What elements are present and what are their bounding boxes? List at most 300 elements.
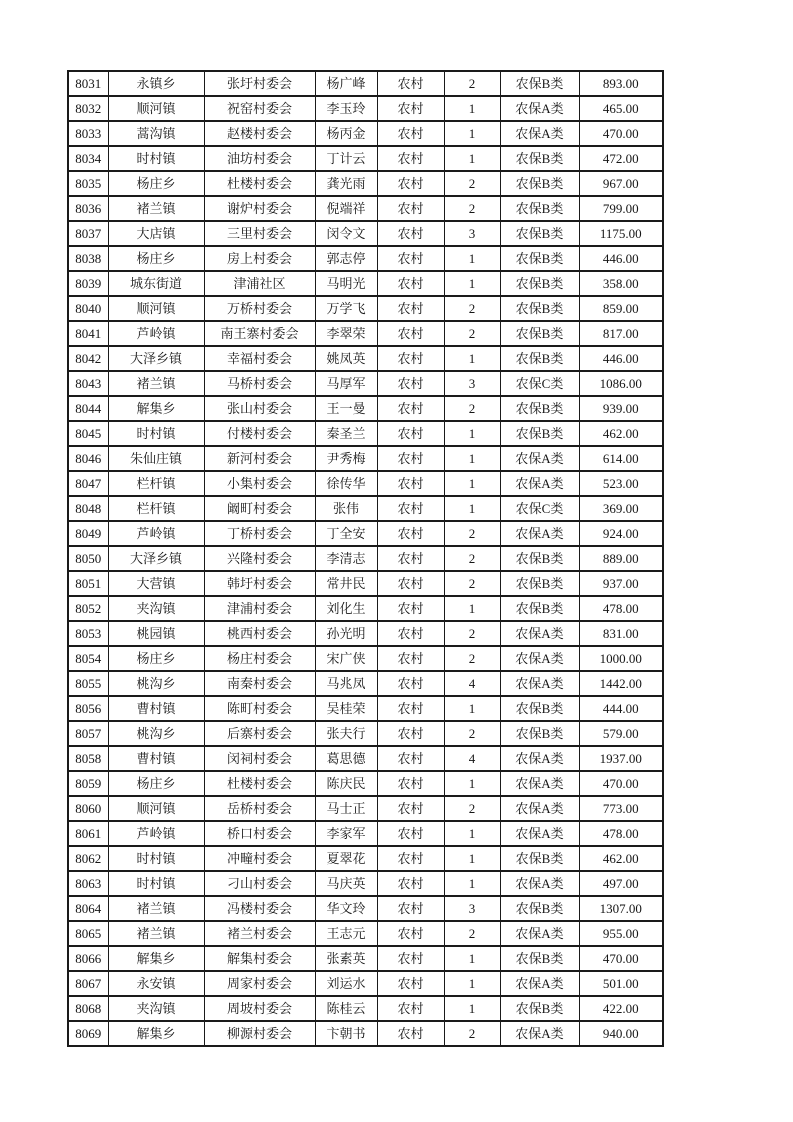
cell-person-name: 郭志停	[315, 246, 377, 271]
table-row	[68, 871, 663, 896]
cell-person-count: 1	[444, 871, 500, 896]
table-row	[68, 246, 663, 271]
cell-village-committee: 褚兰村委会	[204, 921, 315, 946]
cell-village-committee: 幸福村委会	[204, 346, 315, 371]
cell-record-id: 8062	[68, 846, 108, 871]
cell-person-name: 杨丙金	[315, 121, 377, 146]
cell-town: 顺河镇	[108, 296, 204, 321]
cell-town: 永镇乡	[108, 71, 204, 96]
cell-person-count: 2	[444, 71, 500, 96]
cell-person-name: 孙光明	[315, 621, 377, 646]
cell-insurance-category: 农保A类	[500, 746, 579, 771]
cell-town: 大泽乡镇	[108, 346, 204, 371]
table-row	[68, 846, 663, 871]
cell-town: 时村镇	[108, 146, 204, 171]
cell-town: 芦岭镇	[108, 521, 204, 546]
cell-insurance-category: 农保A类	[500, 771, 579, 796]
records-table	[67, 70, 664, 1047]
cell-residence-type: 农村	[377, 246, 444, 271]
cell-person-name: 姚凤英	[315, 346, 377, 371]
cell-residence-type: 农村	[377, 396, 444, 421]
cell-record-id: 8054	[68, 646, 108, 671]
cell-amount: 937.00	[579, 571, 663, 596]
cell-town: 顺河镇	[108, 96, 204, 121]
table-row	[68, 696, 663, 721]
cell-insurance-category: 农保A类	[500, 121, 579, 146]
cell-village-committee: 桥口村委会	[204, 821, 315, 846]
cell-record-id: 8031	[68, 71, 108, 96]
cell-amount: 444.00	[579, 696, 663, 721]
cell-record-id: 8067	[68, 971, 108, 996]
table-row	[68, 796, 663, 821]
cell-residence-type: 农村	[377, 546, 444, 571]
table-row	[68, 971, 663, 996]
cell-insurance-category: 农保B类	[500, 596, 579, 621]
cell-person-name: 马兆凤	[315, 671, 377, 696]
cell-record-id: 8042	[68, 346, 108, 371]
cell-town: 杨庄乡	[108, 171, 204, 196]
cell-record-id: 8038	[68, 246, 108, 271]
table-row	[68, 896, 663, 921]
cell-insurance-category: 农保A类	[500, 621, 579, 646]
cell-insurance-category: 农保A类	[500, 871, 579, 896]
cell-person-count: 2	[444, 396, 500, 421]
cell-town: 时村镇	[108, 846, 204, 871]
cell-person-count: 2	[444, 1021, 500, 1046]
cell-village-committee: 冯楼村委会	[204, 896, 315, 921]
cell-record-id: 8055	[68, 671, 108, 696]
cell-amount: 955.00	[579, 921, 663, 946]
cell-person-count: 1	[444, 496, 500, 521]
cell-village-committee: 杜楼村委会	[204, 171, 315, 196]
cell-person-count: 1	[444, 146, 500, 171]
cell-village-committee: 冲疃村委会	[204, 846, 315, 871]
cell-village-committee: 房上村委会	[204, 246, 315, 271]
cell-insurance-category: 农保B类	[500, 946, 579, 971]
table-row	[68, 296, 663, 321]
cell-person-name: 李清志	[315, 546, 377, 571]
cell-village-committee: 丁桥村委会	[204, 521, 315, 546]
cell-town: 褚兰镇	[108, 921, 204, 946]
cell-insurance-category: 农保B类	[500, 546, 579, 571]
cell-town: 杨庄乡	[108, 771, 204, 796]
cell-residence-type: 农村	[377, 696, 444, 721]
cell-person-name: 常井民	[315, 571, 377, 596]
cell-person-name: 马厚军	[315, 371, 377, 396]
cell-residence-type: 农村	[377, 821, 444, 846]
cell-record-id: 8069	[68, 1021, 108, 1046]
table-row	[68, 146, 663, 171]
cell-amount: 967.00	[579, 171, 663, 196]
cell-insurance-category: 农保B类	[500, 571, 579, 596]
cell-insurance-category: 农保B类	[500, 396, 579, 421]
cell-village-committee: 阚町村委会	[204, 496, 315, 521]
cell-person-name: 尹秀梅	[315, 446, 377, 471]
cell-person-count: 3	[444, 371, 500, 396]
cell-amount: 940.00	[579, 1021, 663, 1046]
cell-insurance-category: 农保A类	[500, 521, 579, 546]
cell-amount: 523.00	[579, 471, 663, 496]
cell-town: 朱仙庄镇	[108, 446, 204, 471]
table-row	[68, 746, 663, 771]
cell-village-committee: 南王寨村委会	[204, 321, 315, 346]
cell-record-id: 8057	[68, 721, 108, 746]
cell-record-id: 8060	[68, 796, 108, 821]
cell-insurance-category: 农保B类	[500, 246, 579, 271]
cell-person-count: 2	[444, 171, 500, 196]
cell-insurance-category: 农保B类	[500, 71, 579, 96]
cell-town: 蒿沟镇	[108, 121, 204, 146]
cell-person-count: 4	[444, 671, 500, 696]
cell-town: 顺河镇	[108, 796, 204, 821]
cell-person-name: 陈桂云	[315, 996, 377, 1021]
cell-village-committee: 韩圩村委会	[204, 571, 315, 596]
cell-amount: 1086.00	[579, 371, 663, 396]
cell-residence-type: 农村	[377, 121, 444, 146]
cell-amount: 501.00	[579, 971, 663, 996]
table-row	[68, 671, 663, 696]
table-row	[68, 546, 663, 571]
cell-residence-type: 农村	[377, 921, 444, 946]
cell-person-count: 1	[444, 996, 500, 1021]
cell-person-name: 丁计云	[315, 146, 377, 171]
cell-town: 城东街道	[108, 271, 204, 296]
cell-insurance-category: 农保B类	[500, 171, 579, 196]
table-row	[68, 371, 663, 396]
cell-town: 桃沟乡	[108, 721, 204, 746]
cell-record-id: 8050	[68, 546, 108, 571]
cell-village-committee: 陈町村委会	[204, 696, 315, 721]
cell-person-count: 2	[444, 321, 500, 346]
cell-amount: 924.00	[579, 521, 663, 546]
cell-record-id: 8065	[68, 921, 108, 946]
cell-town: 杨庄乡	[108, 646, 204, 671]
cell-amount: 831.00	[579, 621, 663, 646]
cell-residence-type: 农村	[377, 871, 444, 896]
cell-record-id: 8047	[68, 471, 108, 496]
cell-residence-type: 农村	[377, 221, 444, 246]
table-row	[68, 646, 663, 671]
cell-person-name: 夏翠花	[315, 846, 377, 871]
cell-village-committee: 张圩村委会	[204, 71, 315, 96]
cell-residence-type: 农村	[377, 796, 444, 821]
cell-residence-type: 农村	[377, 71, 444, 96]
cell-person-count: 1	[444, 271, 500, 296]
cell-amount: 817.00	[579, 321, 663, 346]
cell-person-name: 刘化生	[315, 596, 377, 621]
cell-amount: 462.00	[579, 846, 663, 871]
cell-residence-type: 农村	[377, 746, 444, 771]
cell-insurance-category: 农保B类	[500, 696, 579, 721]
cell-town: 大营镇	[108, 571, 204, 596]
cell-residence-type: 农村	[377, 771, 444, 796]
table-row	[68, 921, 663, 946]
cell-person-count: 1	[444, 821, 500, 846]
cell-village-committee: 周坡村委会	[204, 996, 315, 1021]
cell-person-count: 1	[444, 846, 500, 871]
cell-insurance-category: 农保A类	[500, 671, 579, 696]
cell-record-id: 8044	[68, 396, 108, 421]
cell-person-count: 1	[444, 346, 500, 371]
cell-person-name: 万学飞	[315, 296, 377, 321]
cell-insurance-category: 农保A类	[500, 646, 579, 671]
cell-insurance-category: 农保B类	[500, 196, 579, 221]
cell-insurance-category: 农保A类	[500, 446, 579, 471]
cell-insurance-category: 农保A类	[500, 96, 579, 121]
cell-village-committee: 万桥村委会	[204, 296, 315, 321]
table-row	[68, 496, 663, 521]
cell-person-name: 张夫行	[315, 721, 377, 746]
cell-record-id: 8049	[68, 521, 108, 546]
cell-person-count: 1	[444, 421, 500, 446]
cell-person-count: 3	[444, 221, 500, 246]
cell-town: 芦岭镇	[108, 821, 204, 846]
cell-town: 褚兰镇	[108, 196, 204, 221]
cell-village-committee: 谢炉村委会	[204, 196, 315, 221]
cell-insurance-category: 农保C类	[500, 371, 579, 396]
cell-amount: 1937.00	[579, 746, 663, 771]
cell-record-id: 8043	[68, 371, 108, 396]
cell-insurance-category: 农保B类	[500, 721, 579, 746]
cell-town: 时村镇	[108, 871, 204, 896]
cell-insurance-category: 农保B类	[500, 296, 579, 321]
cell-village-committee: 周家村委会	[204, 971, 315, 996]
cell-amount: 859.00	[579, 296, 663, 321]
cell-amount: 369.00	[579, 496, 663, 521]
cell-amount: 497.00	[579, 871, 663, 896]
cell-residence-type: 农村	[377, 846, 444, 871]
cell-record-id: 8066	[68, 946, 108, 971]
cell-person-count: 2	[444, 621, 500, 646]
cell-residence-type: 农村	[377, 596, 444, 621]
cell-record-id: 8063	[68, 871, 108, 896]
cell-person-count: 2	[444, 646, 500, 671]
cell-amount: 470.00	[579, 946, 663, 971]
cell-insurance-category: 农保B类	[500, 271, 579, 296]
cell-town: 解集乡	[108, 946, 204, 971]
cell-residence-type: 农村	[377, 896, 444, 921]
cell-record-id: 8064	[68, 896, 108, 921]
cell-person-count: 2	[444, 721, 500, 746]
table-row	[68, 996, 663, 1021]
cell-person-name: 陈庆民	[315, 771, 377, 796]
cell-person-count: 1	[444, 946, 500, 971]
cell-town: 夹沟镇	[108, 996, 204, 1021]
cell-person-count: 1	[444, 246, 500, 271]
cell-residence-type: 农村	[377, 646, 444, 671]
cell-town: 曹村镇	[108, 696, 204, 721]
cell-village-committee: 柳源村委会	[204, 1021, 315, 1046]
cell-person-name: 卞朝书	[315, 1021, 377, 1046]
cell-record-id: 8051	[68, 571, 108, 596]
cell-village-committee: 兴隆村委会	[204, 546, 315, 571]
cell-person-name: 杨广峰	[315, 71, 377, 96]
cell-person-name: 丁全安	[315, 521, 377, 546]
cell-person-name: 葛思德	[315, 746, 377, 771]
cell-amount: 462.00	[579, 421, 663, 446]
cell-person-count: 1	[444, 96, 500, 121]
cell-person-count: 1	[444, 771, 500, 796]
cell-residence-type: 农村	[377, 971, 444, 996]
cell-person-name: 马庆英	[315, 871, 377, 896]
cell-residence-type: 农村	[377, 371, 444, 396]
cell-person-name: 倪端祥	[315, 196, 377, 221]
cell-insurance-category: 农保C类	[500, 496, 579, 521]
table-row	[68, 771, 663, 796]
cell-person-name: 吴桂荣	[315, 696, 377, 721]
cell-person-count: 3	[444, 896, 500, 921]
cell-person-count: 1	[444, 596, 500, 621]
cell-village-committee: 小集村委会	[204, 471, 315, 496]
cell-person-name: 李翠荣	[315, 321, 377, 346]
cell-person-count: 2	[444, 546, 500, 571]
cell-residence-type: 农村	[377, 496, 444, 521]
table-row	[68, 171, 663, 196]
cell-amount: 358.00	[579, 271, 663, 296]
cell-amount: 1000.00	[579, 646, 663, 671]
table-row	[68, 271, 663, 296]
cell-person-name: 王志元	[315, 921, 377, 946]
table-row	[68, 396, 663, 421]
cell-village-committee: 南秦村委会	[204, 671, 315, 696]
cell-person-count: 2	[444, 571, 500, 596]
cell-person-count: 4	[444, 746, 500, 771]
cell-amount: 472.00	[579, 146, 663, 171]
table-row	[68, 221, 663, 246]
cell-amount: 579.00	[579, 721, 663, 746]
cell-amount: 889.00	[579, 546, 663, 571]
cell-town: 永安镇	[108, 971, 204, 996]
cell-residence-type: 农村	[377, 346, 444, 371]
cell-amount: 1307.00	[579, 896, 663, 921]
cell-village-committee: 张山村委会	[204, 396, 315, 421]
cell-village-committee: 马桥村委会	[204, 371, 315, 396]
cell-record-id: 8045	[68, 421, 108, 446]
cell-person-name: 马士正	[315, 796, 377, 821]
cell-insurance-category: 农保A类	[500, 921, 579, 946]
cell-record-id: 8034	[68, 146, 108, 171]
cell-residence-type: 农村	[377, 996, 444, 1021]
cell-town: 桃沟乡	[108, 671, 204, 696]
cell-person-name: 秦圣兰	[315, 421, 377, 446]
cell-village-committee: 桃西村委会	[204, 621, 315, 646]
cell-residence-type: 农村	[377, 196, 444, 221]
table-row	[68, 71, 663, 96]
cell-town: 大店镇	[108, 221, 204, 246]
cell-town: 杨庄乡	[108, 246, 204, 271]
cell-person-count: 2	[444, 196, 500, 221]
cell-amount: 939.00	[579, 396, 663, 421]
cell-residence-type: 农村	[377, 96, 444, 121]
cell-record-id: 8039	[68, 271, 108, 296]
cell-town: 解集乡	[108, 1021, 204, 1046]
cell-town: 桃园镇	[108, 621, 204, 646]
cell-person-name: 龚光雨	[315, 171, 377, 196]
cell-insurance-category: 农保A类	[500, 471, 579, 496]
cell-town: 大泽乡镇	[108, 546, 204, 571]
cell-person-name: 宋广侠	[315, 646, 377, 671]
table-row	[68, 446, 663, 471]
table-row	[68, 471, 663, 496]
cell-amount: 470.00	[579, 121, 663, 146]
table-row	[68, 721, 663, 746]
cell-residence-type: 农村	[377, 1021, 444, 1046]
cell-record-id: 8048	[68, 496, 108, 521]
table-row	[68, 521, 663, 546]
cell-person-name: 华文玲	[315, 896, 377, 921]
cell-town: 时村镇	[108, 421, 204, 446]
cell-record-id: 8041	[68, 321, 108, 346]
cell-residence-type: 农村	[377, 146, 444, 171]
records-tbody	[68, 71, 663, 1046]
table-row	[68, 1021, 663, 1046]
cell-insurance-category: 农保B类	[500, 846, 579, 871]
cell-village-committee: 祝窑村委会	[204, 96, 315, 121]
cell-person-name: 张伟	[315, 496, 377, 521]
cell-village-committee: 新河村委会	[204, 446, 315, 471]
cell-record-id: 8061	[68, 821, 108, 846]
table-row	[68, 821, 663, 846]
cell-town: 栏杆镇	[108, 471, 204, 496]
cell-residence-type: 农村	[377, 421, 444, 446]
cell-insurance-category: 农保A类	[500, 796, 579, 821]
table-row	[68, 596, 663, 621]
cell-village-committee: 杨庄村委会	[204, 646, 315, 671]
cell-village-committee: 油坊村委会	[204, 146, 315, 171]
cell-town: 解集乡	[108, 396, 204, 421]
cell-amount: 478.00	[579, 821, 663, 846]
cell-record-id: 8056	[68, 696, 108, 721]
cell-village-committee: 三里村委会	[204, 221, 315, 246]
cell-insurance-category: 农保B类	[500, 421, 579, 446]
table-row	[68, 346, 663, 371]
cell-person-count: 1	[444, 696, 500, 721]
cell-person-name: 李玉玲	[315, 96, 377, 121]
cell-record-id: 8037	[68, 221, 108, 246]
cell-amount: 773.00	[579, 796, 663, 821]
cell-record-id: 8036	[68, 196, 108, 221]
cell-person-count: 1	[444, 471, 500, 496]
cell-town: 褚兰镇	[108, 896, 204, 921]
table-row	[68, 571, 663, 596]
cell-person-name: 王一曼	[315, 396, 377, 421]
cell-record-id: 8046	[68, 446, 108, 471]
cell-insurance-category: 农保B类	[500, 996, 579, 1021]
cell-record-id: 8068	[68, 996, 108, 1021]
cell-person-count: 2	[444, 796, 500, 821]
cell-person-name: 张素英	[315, 946, 377, 971]
cell-village-committee: 津浦村委会	[204, 596, 315, 621]
cell-person-name: 闵令文	[315, 221, 377, 246]
table-row	[68, 421, 663, 446]
cell-person-count: 1	[444, 121, 500, 146]
cell-insurance-category: 农保A类	[500, 971, 579, 996]
cell-residence-type: 农村	[377, 296, 444, 321]
table-row	[68, 946, 663, 971]
table-row	[68, 196, 663, 221]
cell-residence-type: 农村	[377, 471, 444, 496]
cell-person-count: 2	[444, 296, 500, 321]
cell-amount: 893.00	[579, 71, 663, 96]
cell-village-committee: 刁山村委会	[204, 871, 315, 896]
cell-residence-type: 农村	[377, 521, 444, 546]
cell-residence-type: 农村	[377, 571, 444, 596]
cell-record-id: 8052	[68, 596, 108, 621]
cell-residence-type: 农村	[377, 621, 444, 646]
cell-town: 曹村镇	[108, 746, 204, 771]
cell-person-name: 马明光	[315, 271, 377, 296]
cell-town: 芦岭镇	[108, 321, 204, 346]
